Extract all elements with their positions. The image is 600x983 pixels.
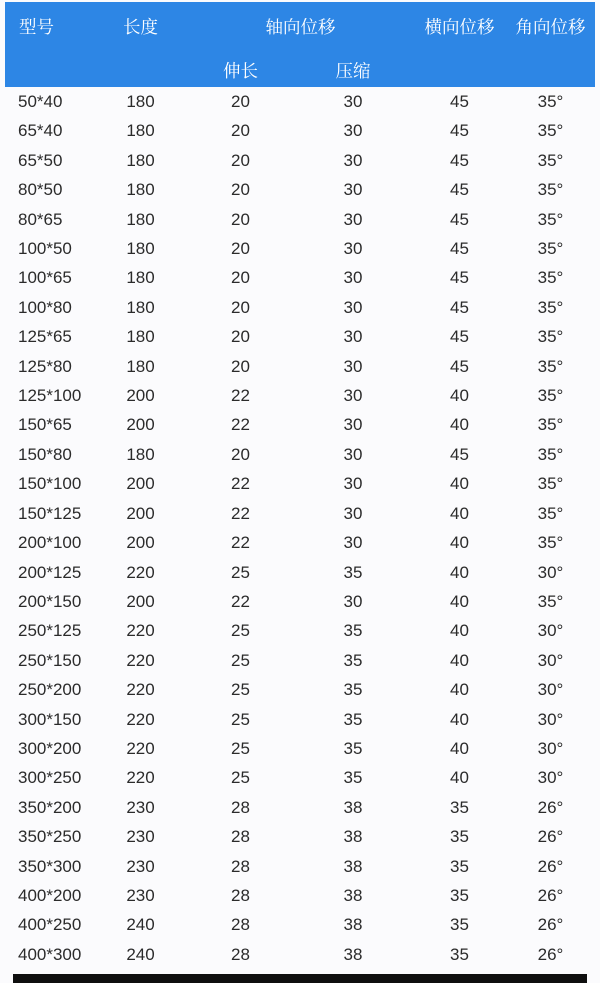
- extend-cell: 22: [231, 415, 250, 435]
- length-cell: 180: [126, 180, 155, 200]
- extend-cell: 20: [231, 268, 250, 288]
- angular-cell: 35°: [537, 180, 564, 200]
- length-cell: 220: [126, 650, 155, 670]
- angular-cell: 26°: [537, 856, 564, 876]
- length-cell: 180: [126, 239, 155, 259]
- lateral-cell: 40: [450, 709, 469, 729]
- compress-cell: 30: [343, 533, 363, 553]
- model-cell: 200*100: [18, 533, 82, 553]
- table-row: [5, 499, 595, 528]
- compress-cell: 38: [343, 944, 363, 964]
- model-cell: 65*50: [18, 150, 63, 170]
- length-cell: 180: [126, 356, 155, 376]
- header-compress: 压缩: [293, 56, 413, 87]
- table-row: [5, 705, 595, 734]
- model-cell: 400*250: [18, 915, 82, 935]
- length-cell: 180: [126, 444, 155, 464]
- model-cell: 150*80: [18, 444, 72, 464]
- lateral-cell: 35: [450, 915, 469, 935]
- length-cell: 200: [126, 533, 155, 553]
- lateral-cell: 40: [450, 386, 469, 406]
- length-cell: 230: [126, 797, 155, 817]
- lateral-cell: 45: [450, 268, 469, 288]
- compress-cell: 30: [343, 150, 363, 170]
- extend-cell: 25: [231, 650, 250, 670]
- extend-cell: 25: [231, 709, 250, 729]
- table-row: [5, 146, 595, 175]
- compress-cell: 35: [343, 562, 363, 582]
- lateral-cell: 40: [450, 650, 469, 670]
- compress-cell: 35: [343, 709, 363, 729]
- table-row: [5, 352, 595, 381]
- table-row: [5, 646, 595, 675]
- length-cell: 220: [126, 768, 155, 788]
- extend-cell: 20: [231, 209, 250, 229]
- table-row: [5, 263, 595, 292]
- compress-cell: 35: [343, 738, 363, 758]
- angular-cell: 30°: [537, 562, 564, 582]
- compress-cell: 30: [343, 297, 363, 317]
- extend-cell: 20: [231, 356, 250, 376]
- compress-cell: 30: [343, 180, 363, 200]
- table-row: [5, 940, 595, 969]
- extend-cell: 22: [231, 533, 250, 553]
- extend-cell: 20: [231, 150, 250, 170]
- model-cell: 250*150: [18, 650, 82, 670]
- angular-cell: 35°: [537, 415, 564, 435]
- compress-cell: 30: [343, 474, 363, 494]
- table-row: [5, 675, 595, 704]
- table-row: [5, 440, 595, 469]
- lateral-cell: 35: [450, 827, 469, 847]
- angular-cell: 26°: [537, 944, 564, 964]
- length-cell: 230: [126, 856, 155, 876]
- angular-cell: 30°: [537, 650, 564, 670]
- angular-cell: 35°: [537, 297, 564, 317]
- lateral-cell: 45: [450, 121, 469, 141]
- model-cell: 125*65: [18, 327, 72, 347]
- compress-cell: 38: [343, 885, 363, 905]
- lateral-cell: 45: [450, 327, 469, 347]
- lateral-cell: 40: [450, 680, 469, 700]
- length-cell: 180: [126, 268, 155, 288]
- table-row: [5, 616, 595, 645]
- header-length: 长度: [93, 2, 188, 87]
- extend-cell: 20: [231, 92, 250, 111]
- length-cell: 180: [126, 121, 155, 141]
- lateral-cell: 45: [450, 297, 469, 317]
- lateral-cell: 35: [450, 797, 469, 817]
- angular-cell: 35°: [537, 150, 564, 170]
- lateral-cell: 40: [450, 738, 469, 758]
- table-row: [5, 87, 595, 116]
- lateral-cell: 45: [450, 150, 469, 170]
- lateral-cell: 35: [450, 856, 469, 876]
- table-row: [5, 793, 595, 822]
- bottom-divider-bar: [13, 974, 587, 983]
- extend-cell: 22: [231, 591, 250, 611]
- compress-cell: 38: [343, 797, 363, 817]
- compress-cell: 30: [343, 268, 363, 288]
- table-row: [5, 293, 595, 322]
- angular-cell: 35°: [537, 356, 564, 376]
- header-angular-displacement: 角向位移: [506, 2, 595, 87]
- compress-cell: 30: [343, 327, 363, 347]
- extend-cell: 28: [231, 797, 250, 817]
- compress-cell: 38: [343, 915, 363, 935]
- length-cell: 230: [126, 885, 155, 905]
- extend-cell: 22: [231, 503, 250, 523]
- length-cell: 200: [126, 386, 155, 406]
- extend-cell: 25: [231, 680, 250, 700]
- model-cell: 100*80: [18, 297, 72, 317]
- model-cell: 200*125: [18, 562, 82, 582]
- table-row: [5, 822, 595, 851]
- angular-cell: 35°: [537, 239, 564, 259]
- table-header: [5, 2, 595, 87]
- angular-cell: 35°: [537, 444, 564, 464]
- angular-cell: 26°: [537, 885, 564, 905]
- length-cell: 180: [126, 92, 155, 111]
- lateral-cell: 40: [450, 503, 469, 523]
- angular-cell: 35°: [537, 474, 564, 494]
- model-cell: 80*50: [18, 180, 63, 200]
- length-cell: 180: [126, 209, 155, 229]
- angular-cell: 35°: [537, 386, 564, 406]
- model-cell: 65*40: [18, 121, 63, 141]
- lateral-cell: 40: [450, 415, 469, 435]
- lateral-cell: 45: [450, 180, 469, 200]
- model-cell: 300*200: [18, 738, 82, 758]
- compress-cell: 30: [343, 209, 363, 229]
- table-row: [5, 852, 595, 881]
- table-row: [5, 116, 595, 145]
- extend-cell: 25: [231, 738, 250, 758]
- lateral-cell: 45: [450, 356, 469, 376]
- length-cell: 200: [126, 415, 155, 435]
- extend-cell: 22: [231, 386, 250, 406]
- compress-cell: 38: [343, 856, 363, 876]
- model-cell: 350*200: [18, 797, 82, 817]
- length-cell: 220: [126, 738, 155, 758]
- table-row: [5, 528, 595, 557]
- model-cell: 400*300: [18, 944, 82, 964]
- model-cell: 80*65: [18, 209, 63, 229]
- lateral-cell: 45: [450, 92, 469, 111]
- angular-cell: 26°: [537, 915, 564, 935]
- length-cell: 220: [126, 709, 155, 729]
- angular-cell: 35°: [537, 121, 564, 141]
- header-axial-displacement: 轴向位移: [188, 2, 413, 56]
- model-cell: 150*65: [18, 415, 72, 435]
- model-cell: 350*250: [18, 827, 82, 847]
- model-cell: 125*80: [18, 356, 72, 376]
- length-cell: 220: [126, 621, 155, 641]
- angular-cell: 26°: [537, 827, 564, 847]
- extend-cell: 20: [231, 121, 250, 141]
- extend-cell: 20: [231, 444, 250, 464]
- extend-cell: 28: [231, 856, 250, 876]
- extend-cell: 20: [231, 239, 250, 259]
- model-cell: 400*200: [18, 885, 82, 905]
- lateral-cell: 40: [450, 533, 469, 553]
- header-extend: 伸长: [188, 56, 293, 87]
- length-cell: 180: [126, 327, 155, 347]
- angular-cell: 30°: [537, 709, 564, 729]
- extend-cell: 28: [231, 885, 250, 905]
- table-row: [5, 381, 595, 410]
- model-cell: 125*100: [18, 386, 82, 406]
- compress-cell: 35: [343, 621, 363, 641]
- lateral-cell: 40: [450, 591, 469, 611]
- angular-cell: 35°: [537, 591, 564, 611]
- table-row: [5, 205, 595, 234]
- compress-cell: 30: [343, 239, 363, 259]
- angular-cell: 30°: [537, 738, 564, 758]
- lateral-cell: 45: [450, 444, 469, 464]
- extend-cell: 25: [231, 621, 250, 641]
- angular-cell: 35°: [537, 327, 564, 347]
- extend-cell: 20: [231, 327, 250, 347]
- model-cell: 250*125: [18, 621, 82, 641]
- length-cell: 220: [126, 562, 155, 582]
- length-cell: 180: [126, 150, 155, 170]
- compress-cell: 30: [343, 415, 363, 435]
- length-cell: 200: [126, 503, 155, 523]
- table-row: [5, 410, 595, 439]
- compress-cell: 30: [343, 444, 363, 464]
- length-cell: 200: [126, 591, 155, 611]
- table-row: [5, 558, 595, 587]
- compress-cell: 30: [343, 591, 363, 611]
- table-row: [5, 175, 595, 204]
- compress-cell: 30: [343, 503, 363, 523]
- angular-cell: 30°: [537, 680, 564, 700]
- length-cell: 180: [126, 297, 155, 317]
- lateral-cell: 40: [450, 768, 469, 788]
- angular-cell: 35°: [537, 503, 564, 523]
- extend-cell: 28: [231, 944, 250, 964]
- length-cell: 230: [126, 827, 155, 847]
- header-lateral-displacement: 横向位移: [413, 2, 506, 87]
- compress-cell: 30: [343, 121, 363, 141]
- extend-cell: 25: [231, 562, 250, 582]
- lateral-cell: 35: [450, 944, 469, 964]
- angular-cell: 30°: [537, 621, 564, 641]
- angular-cell: 35°: [537, 92, 564, 111]
- compress-cell: 30: [343, 92, 363, 111]
- model-cell: 250*200: [18, 680, 82, 700]
- table-row: [5, 881, 595, 910]
- lateral-cell: 40: [450, 562, 469, 582]
- model-cell: 300*150: [18, 709, 82, 729]
- angular-cell: 35°: [537, 268, 564, 288]
- compress-cell: 35: [343, 650, 363, 670]
- model-cell: 300*250: [18, 768, 82, 788]
- angular-cell: 35°: [537, 209, 564, 229]
- table-row: [5, 910, 595, 939]
- model-cell: 150*125: [18, 503, 82, 523]
- extend-cell: 20: [231, 297, 250, 317]
- extend-cell: 20: [231, 180, 250, 200]
- lateral-cell: 40: [450, 621, 469, 641]
- table-row: [5, 734, 595, 763]
- table-row: [5, 234, 595, 263]
- model-cell: 100*65: [18, 268, 72, 288]
- length-cell: 240: [126, 915, 155, 935]
- table-row: [5, 763, 595, 792]
- extend-cell: 25: [231, 768, 250, 788]
- angular-cell: 35°: [537, 533, 564, 553]
- length-cell: 220: [126, 680, 155, 700]
- lateral-cell: 45: [450, 239, 469, 259]
- lateral-cell: 35: [450, 885, 469, 905]
- extend-cell: 28: [231, 827, 250, 847]
- model-cell: 100*50: [18, 239, 72, 259]
- compress-cell: 35: [343, 768, 363, 788]
- model-cell: 200*150: [18, 591, 82, 611]
- lateral-cell: 45: [450, 209, 469, 229]
- table-row: [5, 587, 595, 616]
- compress-cell: 30: [343, 386, 363, 406]
- model-cell: 350*300: [18, 856, 82, 876]
- length-cell: 200: [126, 474, 155, 494]
- table-row: [5, 469, 595, 498]
- compress-cell: 35: [343, 680, 363, 700]
- table-body: [5, 87, 595, 969]
- extend-cell: 28: [231, 915, 250, 935]
- angular-cell: 30°: [537, 768, 564, 788]
- model-cell: 150*100: [18, 474, 82, 494]
- header-model: 型号: [5, 2, 93, 87]
- model-cell: 50*40: [18, 92, 63, 111]
- lateral-cell: 40: [450, 474, 469, 494]
- spec-table: [5, 2, 595, 969]
- compress-cell: 38: [343, 827, 363, 847]
- angular-cell: 26°: [537, 797, 564, 817]
- length-cell: 240: [126, 944, 155, 964]
- compress-cell: 30: [343, 356, 363, 376]
- table-row: [5, 322, 595, 351]
- extend-cell: 22: [231, 474, 250, 494]
